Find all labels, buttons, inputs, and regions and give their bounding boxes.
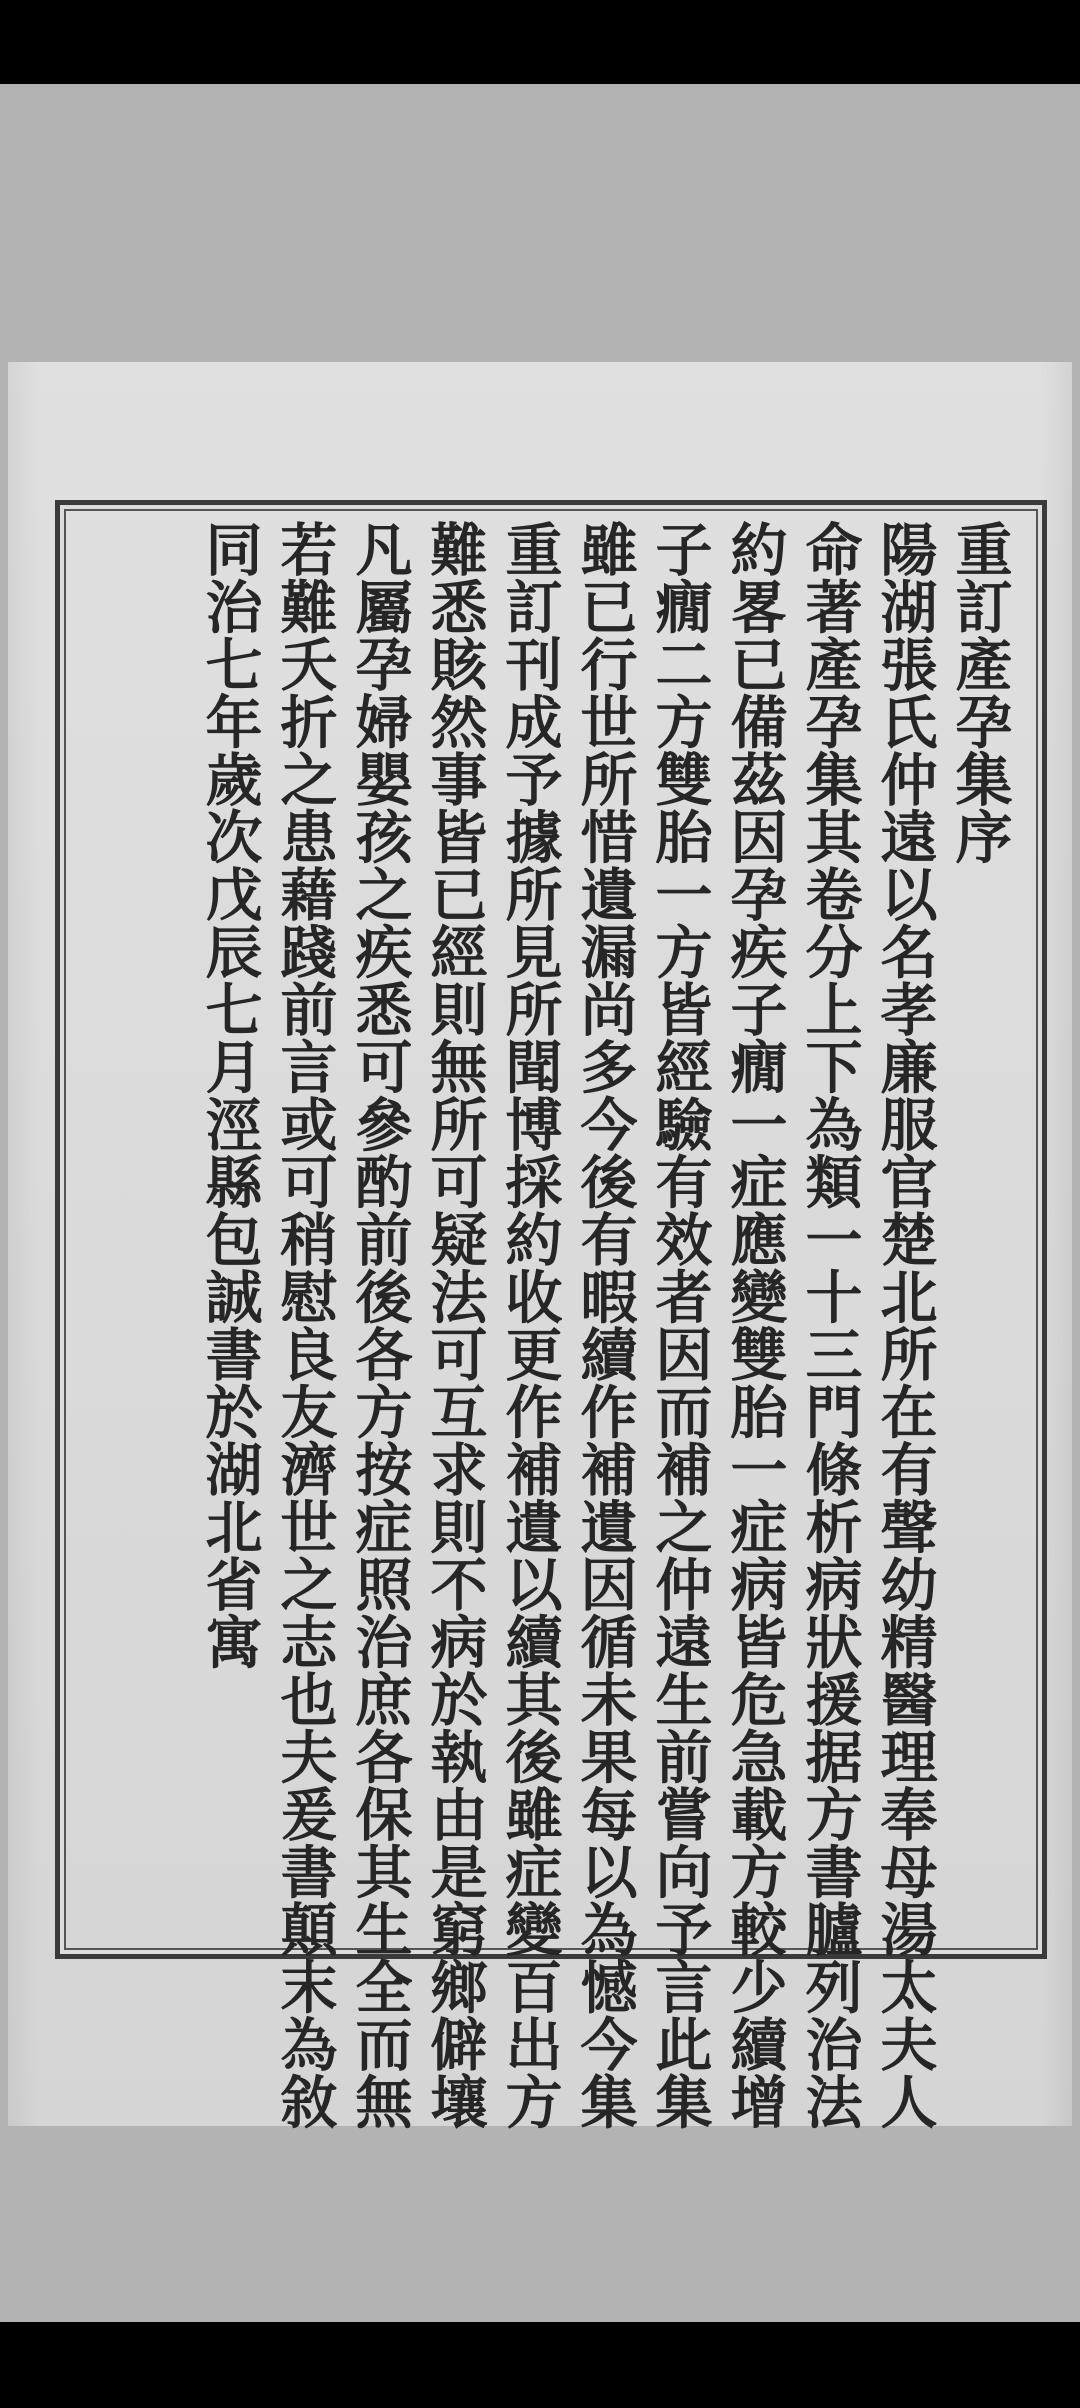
date-signature: 同治七年歲次戊辰七月涇縣包誠書於湖北省寓 — [196, 520, 263, 1670]
scanned-page — [8, 362, 1072, 2130]
text-column: 子癇二方雙胎一方皆經驗有效者因而補之仲遠生前嘗向予言此集 — [646, 520, 713, 2130]
navigation-bar — [0, 2322, 1080, 2408]
text-column: 陽湖張氏仲遠以名孝廉服官楚北所在有聲幼精醫理奉母湯太夫人 — [871, 520, 938, 2130]
preface-title: 重訂產孕集序 — [946, 520, 1013, 865]
status-bar — [0, 0, 1080, 84]
text-column: 若難夭折之患藉踐前言或可稍慰良友濟世之志也夫爰書顛末為敘 — [271, 520, 338, 2130]
text-column: 約畧已備茲因孕疾子癇一症應變雙胎一症病皆危急載方較少續增 — [721, 520, 788, 2130]
text-column: 命著產孕集其卷分上下為類一十三門條析病狀援据方書臚列治法 — [796, 520, 863, 2130]
text-column: 雖已行世所惜遺漏尚多今後有暇續作補遺因循未果每以為憾今集 — [571, 520, 638, 2130]
text-column: 重訂刊成予據所見所聞博採約收更作補遺以續其後雖症變百出方 — [496, 520, 563, 2130]
text-column: 難悉賅然事皆已經則無所可疑法可互求則不病於執由是窮鄉僻壤 — [421, 520, 488, 2130]
preface-text — [192, 520, 1017, 2130]
text-column: 凡屬孕婦嬰孩之疾悉可參酌前後各方按症照治庶各保其生全而無 — [346, 520, 413, 2130]
